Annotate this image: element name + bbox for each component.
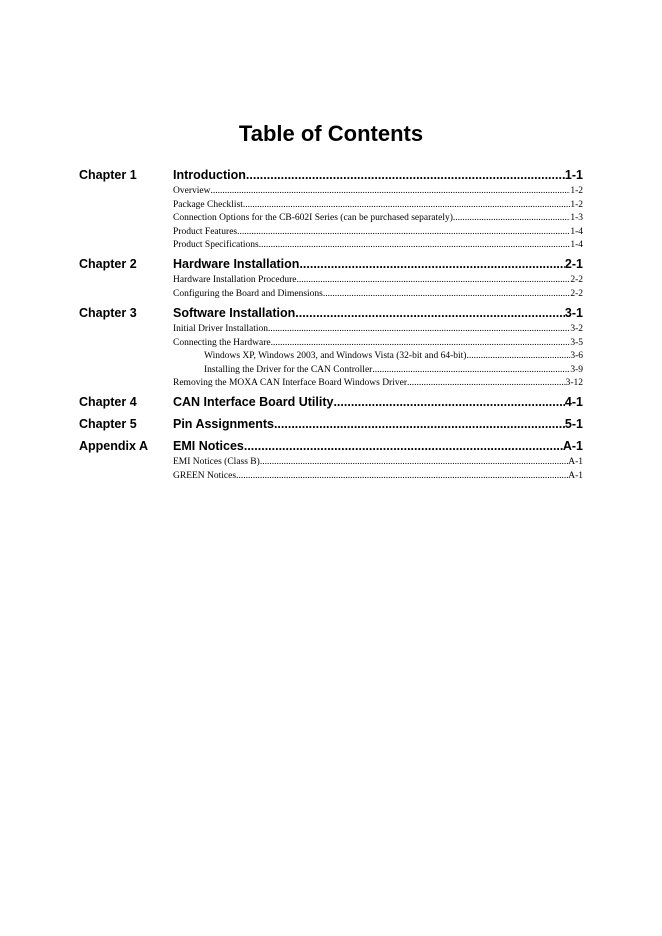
chapter-label: Chapter 2: [79, 257, 137, 271]
dot-leader: [236, 470, 568, 484]
toc-page-number: 2-2: [570, 288, 583, 299]
toc-entry-title: Connecting the Hardware: [173, 337, 271, 348]
toc-entry-title: EMI Notices: [173, 439, 244, 453]
dot-leader: [295, 305, 565, 321]
page-title: Table of Contents: [238, 121, 424, 146]
toc-entry-title: CAN Interface Board Utility: [173, 395, 334, 409]
toc-page-number: 3-1: [564, 306, 583, 320]
toc-entry-product-features[interactable]: [173, 226, 583, 240]
toc-entry-title: Configuring the Board and Dimensions: [173, 288, 323, 299]
toc-entry-package-checklist[interactable]: [173, 199, 583, 213]
dot-leader: [271, 337, 571, 351]
toc-entry-title: Windows XP, Windows 2003, and Windows Vista (32-bit and 64-bit): [204, 351, 467, 362]
dot-leader: [333, 394, 564, 410]
dot-leader: [243, 199, 570, 213]
toc-entry-title: Introduction: [173, 168, 246, 182]
dot-leader: [466, 350, 570, 364]
toc-entry-removing-driver[interactable]: [173, 377, 583, 391]
toc-entry-hardware-installation-procedure[interactable]: [173, 274, 583, 288]
toc-page-number: A-1: [562, 439, 583, 453]
toc-page-number: 1-4: [570, 226, 583, 237]
dot-leader: [259, 239, 571, 253]
toc-page-number: 4-1: [564, 395, 583, 409]
toc-entry-title: EMI Notices (Class B): [173, 457, 260, 467]
toc-entry-title: Initial Driver Installation: [173, 324, 268, 334]
dot-leader: [210, 185, 570, 199]
toc-page-number: 3-9: [570, 364, 583, 375]
toc-entry-title: Installing the Driver for the CAN Controller: [204, 364, 373, 375]
dot-leader: [296, 274, 570, 288]
chapter-label: Chapter 5: [79, 417, 137, 431]
dot-leader: [323, 288, 570, 302]
toc-entry-pin-assignments[interactable]: [173, 416, 583, 432]
dot-leader: [274, 416, 565, 432]
toc-entry-emi-notices[interactable]: [173, 438, 583, 454]
chapter-label: Chapter 3: [79, 306, 137, 320]
toc-entry-connecting-hardware[interactable]: [173, 337, 583, 351]
toc-entry-software-installation[interactable]: [173, 305, 583, 321]
toc-entry-title: Product Specifications: [173, 240, 259, 251]
toc-entry-emi-class-b[interactable]: [173, 456, 583, 470]
dot-leader: [268, 323, 570, 337]
chapter-label: Chapter 1: [79, 168, 137, 182]
toc-entry-title: Hardware Installation Procedure: [173, 275, 297, 285]
toc-page-number: 5-1: [564, 417, 583, 431]
toc-page-number: 3-2: [570, 324, 583, 334]
dot-leader: [237, 226, 570, 240]
toc-entry-title: GREEN Notices: [173, 470, 237, 481]
toc-entry-hardware-installation[interactable]: [173, 256, 583, 272]
toc-entry-title: Pin Assignments: [173, 417, 274, 431]
toc-entry-title: Package Checklist: [173, 199, 243, 210]
toc-entry-title: Hardware Installation: [173, 257, 300, 271]
toc-entry-title: Connection Options for the CB-602I Series (can be purchased separately): [173, 213, 453, 224]
toc-entry-initial-driver-installation[interactable]: [173, 323, 583, 337]
dot-leader: [453, 212, 570, 226]
toc-entry-windows-versions[interactable]: [173, 350, 583, 364]
toc-page-number: 3-6: [570, 351, 583, 362]
toc-entry-overview[interactable]: [173, 185, 583, 199]
dot-leader: [260, 456, 568, 470]
dot-leader: [299, 256, 564, 272]
chapter-label: Appendix A: [79, 439, 148, 453]
toc-page-number: 1-1: [564, 168, 583, 182]
toc-page-number: 2-2: [570, 275, 583, 285]
toc-entry-connection-options[interactable]: [173, 212, 583, 226]
dot-leader: [244, 438, 563, 454]
toc-entry-title: Product Features: [173, 226, 238, 237]
toc-entry-title: Removing the MOXA CAN Interface Board Windows Driver: [173, 378, 407, 389]
toc-entry-installing-can-driver[interactable]: [173, 364, 583, 378]
toc-entry-green-notices[interactable]: [173, 470, 583, 484]
dot-leader: [246, 167, 565, 183]
toc-page-number: 2-1: [564, 257, 583, 271]
toc-page-number: 1-3: [570, 213, 583, 224]
toc-page-number: 3-5: [570, 337, 583, 348]
toc-page-number: 3-12: [565, 378, 583, 389]
toc-entry-configuring-board[interactable]: [173, 288, 583, 302]
toc-entry-title: Software Installation: [173, 306, 296, 320]
chapter-label: Chapter 4: [79, 395, 137, 409]
toc-page-number: 1-4: [570, 240, 583, 251]
toc-entry-introduction[interactable]: [173, 167, 583, 183]
toc-entry-product-specifications[interactable]: [173, 239, 583, 253]
toc-page-number: A-1: [568, 457, 583, 467]
toc-page-number: 1-2: [570, 199, 583, 210]
toc-page-number: A-1: [568, 470, 583, 481]
dot-leader: [407, 377, 566, 391]
toc-entry-can-utility[interactable]: [173, 394, 583, 410]
toc-page-number: 1-2: [570, 186, 583, 196]
dot-leader: [372, 364, 570, 378]
toc-entry-title: Overview: [173, 186, 211, 196]
